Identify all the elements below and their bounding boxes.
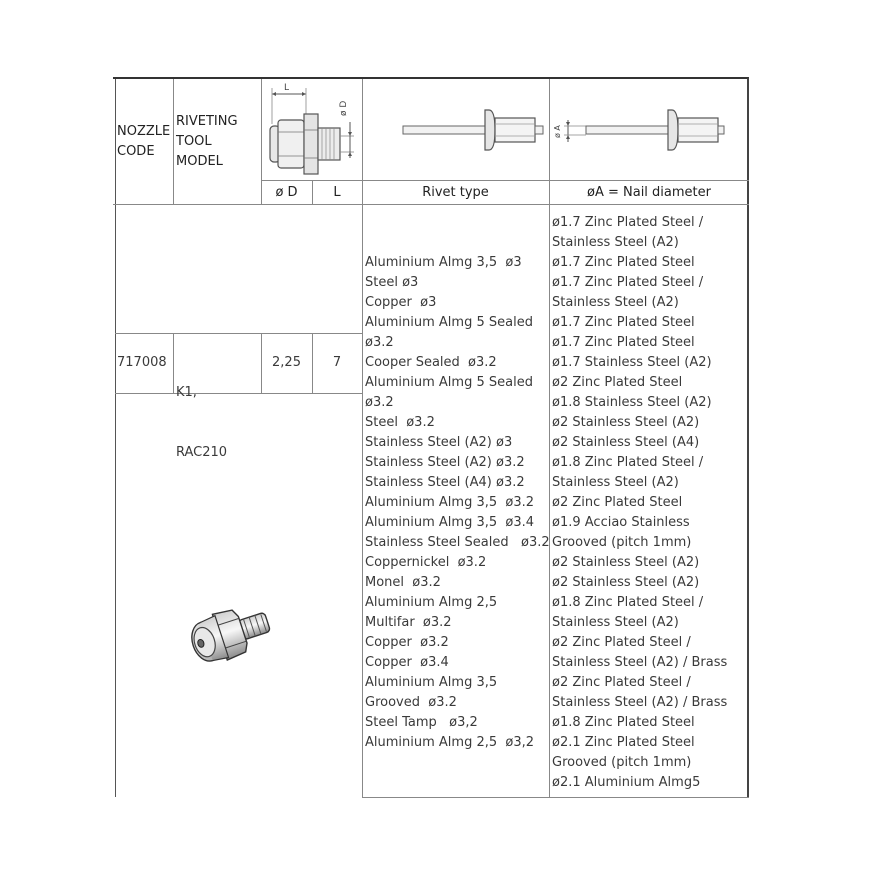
divider xyxy=(113,204,749,205)
length-value: 7 xyxy=(332,355,342,370)
rivet-type-item: Stainless Steel (A2) ø3 xyxy=(365,435,513,450)
nail-diameter-item: ø2 Stainless Steel (A2) xyxy=(552,575,700,590)
header-rivet-type: Rivet type xyxy=(422,185,489,200)
rivet-type-item: Stainless Steel (A2) ø3.2 xyxy=(365,455,525,470)
nail-diameter-item: ø1.7 Zinc Plated Steel xyxy=(552,335,695,350)
rivet-type-item: Aluminium Almg 5 Sealed xyxy=(365,315,533,330)
diagram-label-l: L xyxy=(284,83,290,93)
rivet-type-item: Stainless Steel (A4) ø3.2 xyxy=(365,475,525,490)
rivet-type-item: Cooper Sealed ø3.2 xyxy=(365,355,497,370)
header-length-l: L xyxy=(333,185,341,200)
rivet-type-item: Aluminium Almg 2,5 ø3,2 xyxy=(365,735,535,750)
nail-diameter-item: Grooved (pitch 1mm) xyxy=(552,535,692,550)
nail-diameter-item: ø2 Zinc Plated Steel / xyxy=(552,675,691,690)
nozzle-dimension-diagram xyxy=(262,80,362,180)
diagram-label-a: ø A xyxy=(553,125,562,138)
nail-diameter-item: ø1.8 Zinc Plated Steel xyxy=(552,715,695,730)
header-riveting-tool-model xyxy=(176,112,238,172)
rivet-type-item: Copper ø3.2 xyxy=(365,635,449,650)
nail-diameter-item: ø2 Stainless Steel (A2) xyxy=(552,555,700,570)
rivet-type-item: Copper ø3 xyxy=(365,295,437,310)
rivet-type-item: ø3.2 xyxy=(365,335,394,350)
nozzle-code-value: 717008 xyxy=(117,355,167,370)
rivet-type-item: Stainless Steel Sealed ø3.2 xyxy=(365,535,550,550)
nail-diameter-item: ø1.7 Zinc Plated Steel xyxy=(552,315,695,330)
rivet-type-item: Grooved ø3.2 xyxy=(365,695,457,710)
nail-diameter-item: Grooved (pitch 1mm) xyxy=(552,755,692,770)
divider xyxy=(173,79,174,204)
nail-diameter-item: Stainless Steel (A2) xyxy=(552,235,679,250)
nail-diameter-list xyxy=(552,213,727,793)
nail-diameter-item: ø1.8 Zinc Plated Steel / xyxy=(552,595,704,610)
divider xyxy=(115,393,362,394)
tool-model-value xyxy=(176,343,227,503)
nail-diameter-item: Stainless Steel (A2) xyxy=(552,475,679,490)
rivet-type-item: Coppernickel ø3.2 xyxy=(365,555,487,570)
nail-diameter-item: ø2 Zinc Plated Steel / xyxy=(552,635,691,650)
divider xyxy=(261,180,749,181)
nail-diameter-item: ø2 Zinc Plated Steel xyxy=(552,495,683,510)
rivet-diagram xyxy=(363,80,549,180)
tool-model-line: RAC210 xyxy=(176,445,228,460)
nail-diameter-item: ø2.1 Zinc Plated Steel xyxy=(552,735,695,750)
rivet-type-item: Steel Tamp ø3,2 xyxy=(365,715,478,730)
nail-diameter-item: ø1.7 Zinc Plated Steel / xyxy=(552,215,704,230)
header-text: NOZZLE xyxy=(117,124,171,139)
rivet-type-item: Copper ø3.4 xyxy=(365,655,449,670)
header-text: RIVETING xyxy=(176,114,238,129)
header-nail-diameter: øA = Nail diameter xyxy=(587,185,711,200)
nail-diameter-item: ø2 Stainless Steel (A4) xyxy=(552,435,700,450)
nozzle-product-image xyxy=(180,596,280,676)
rivet-type-item: Aluminium Almg 3,5 ø3.4 xyxy=(365,515,535,530)
header-text: MODEL xyxy=(176,154,223,169)
header-text: CODE xyxy=(117,144,155,159)
nail-diameter-item: Stainless Steel (A2) / Brass xyxy=(552,695,728,710)
nail-diameter-item: ø2.1 Aluminium Almg5 xyxy=(552,775,701,790)
nail-diameter-diagram xyxy=(550,80,748,180)
diameter-value: 2,25 xyxy=(272,355,301,370)
rivet-type-item: Steel ø3.2 xyxy=(365,415,435,430)
divider xyxy=(115,79,116,797)
divider xyxy=(115,333,362,334)
nail-diameter-item: ø2 Zinc Plated Steel xyxy=(552,375,683,390)
nail-diameter-item: ø2 Stainless Steel (A2) xyxy=(552,415,700,430)
nail-diameter-item: ø1.7 Zinc Plated Steel xyxy=(552,255,695,270)
rivet-type-item: Monel ø3.2 xyxy=(365,575,441,590)
rivet-type-item: Aluminium Almg 5 Sealed xyxy=(365,375,533,390)
header-nozzle-code xyxy=(117,122,170,162)
nail-diameter-item: Stainless Steel (A2) xyxy=(552,615,679,630)
header-diameter-d: ø D xyxy=(275,185,298,200)
rivet-type-item: ø3.2 xyxy=(365,395,394,410)
rivet-type-item: Multifar ø3.2 xyxy=(365,615,452,630)
nail-diameter-item: ø1.9 Acciao Stainless xyxy=(552,515,690,530)
rivet-type-item: Aluminium Almg 3,5 ø3.2 xyxy=(365,495,535,510)
rivet-type-item: Aluminium Almg 2,5 xyxy=(365,595,498,610)
divider xyxy=(173,333,174,393)
nail-diameter-item: ø1.8 Stainless Steel (A2) xyxy=(552,395,712,410)
rivet-type-list xyxy=(365,253,550,753)
rivet-type-item: Aluminium Almg 3,5 ø3 xyxy=(365,255,522,270)
nail-diameter-item: Stainless Steel (A2) / Brass xyxy=(552,655,728,670)
rivet-type-item: Aluminium Almg 3,5 xyxy=(365,675,498,690)
tool-model-line: K1, xyxy=(176,385,197,400)
nail-diameter-item: ø1.7 Stainless Steel (A2) xyxy=(552,355,712,370)
header-text: TOOL xyxy=(176,134,212,149)
diagram-label-d: ø D xyxy=(339,100,349,116)
nail-diameter-item: ø1.7 Zinc Plated Steel / xyxy=(552,275,704,290)
nail-diameter-item: Stainless Steel (A2) xyxy=(552,295,679,310)
divider xyxy=(362,797,749,798)
rivet-type-item: Steel ø3 xyxy=(365,275,419,290)
nail-diameter-item: ø1.8 Zinc Plated Steel / xyxy=(552,455,704,470)
